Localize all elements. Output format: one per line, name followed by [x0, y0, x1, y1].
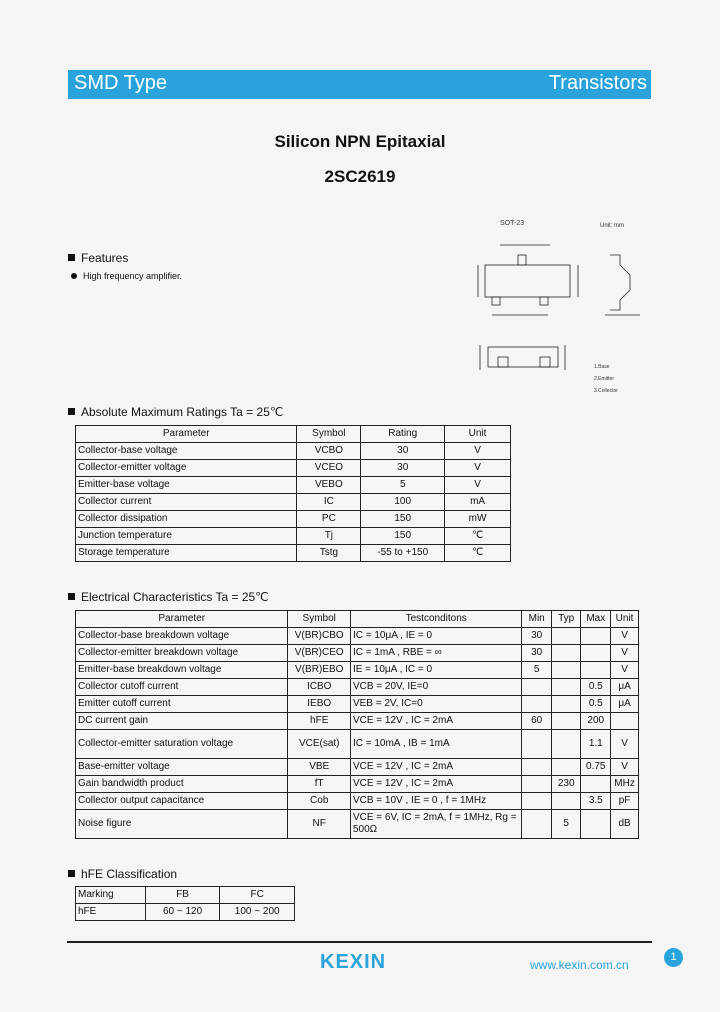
table-cell: [611, 713, 639, 730]
table-row: [76, 696, 639, 713]
table-row: [76, 776, 639, 793]
table-cell: V: [611, 730, 639, 759]
square-bullet-icon: [68, 593, 75, 600]
hfe-heading: hFE Classification: [68, 867, 177, 881]
package-unit: Unit: mm: [600, 223, 624, 229]
table-cell: VCB = 20V, IE=0: [350, 679, 522, 696]
table-row: [76, 511, 511, 528]
column-header: Unit: [445, 426, 511, 443]
table-cell: V: [445, 460, 511, 477]
table-cell: -55 to +150: [361, 545, 445, 562]
column-header: Symbol: [297, 426, 361, 443]
table-cell: PC: [297, 511, 361, 528]
pin-label: 2.Emitter: [594, 376, 615, 382]
table-cell: 30: [522, 645, 551, 662]
table-cell: [522, 679, 551, 696]
table-cell: [551, 679, 581, 696]
table-cell: 230: [551, 776, 581, 793]
square-bullet-icon: [68, 870, 75, 877]
footer-url[interactable]: www.kexin.com.cn: [530, 958, 629, 972]
pin-label: 1.Base: [594, 364, 610, 370]
table-cell: 5: [551, 810, 581, 839]
table-cell: IEBO: [288, 696, 350, 713]
table-cell: ℃: [445, 528, 511, 545]
table-row: [76, 713, 639, 730]
table-cell: μA: [611, 679, 639, 696]
table-cell: ICBO: [288, 679, 350, 696]
table-cell: Base-emitter voltage: [76, 759, 288, 776]
table-cell: MHz: [611, 776, 639, 793]
table-cell: V: [611, 662, 639, 679]
table-cell: Tj: [297, 528, 361, 545]
table-cell: VEBO: [297, 477, 361, 494]
table-row: [76, 730, 639, 759]
table-cell: 30: [361, 443, 445, 460]
table-row: [76, 810, 639, 839]
table-cell: pF: [611, 793, 639, 810]
table-cell: 30: [361, 460, 445, 477]
table-cell: Noise figure: [76, 810, 288, 839]
table-cell: Tstg: [297, 545, 361, 562]
table-cell: 0.5: [581, 679, 611, 696]
table-cell: [522, 759, 551, 776]
table-cell: [581, 628, 611, 645]
table-cell: IC = 1mA , RBE = ∞: [350, 645, 522, 662]
table-cell: Collector current: [76, 494, 297, 511]
table-cell: IC: [297, 494, 361, 511]
table-cell: [551, 645, 581, 662]
table-cell: Junction temperature: [76, 528, 297, 545]
page-number: 1: [664, 948, 683, 967]
table-row: [76, 793, 639, 810]
electrical-heading: Electrical Characteristics Ta = 25℃: [68, 590, 269, 604]
table-cell: V: [445, 477, 511, 494]
square-bullet-icon: [68, 408, 75, 415]
table-cell: 5: [361, 477, 445, 494]
table-row: [76, 887, 295, 904]
table-row: [76, 904, 295, 921]
part-number: 2SC2619: [324, 167, 396, 186]
table-cell: Emitter cutoff current: [76, 696, 288, 713]
round-bullet-icon: [71, 273, 77, 279]
column-header: Parameter: [76, 426, 297, 443]
table-cell: 60: [522, 713, 551, 730]
table-row: [76, 628, 639, 645]
table-cell: [522, 696, 551, 713]
table-cell: [551, 696, 581, 713]
column-header: Testconditons: [350, 611, 522, 628]
table-cell: [551, 713, 581, 730]
electrical-table: [75, 610, 639, 839]
header-right: Transistors: [548, 72, 647, 94]
table-cell: dB: [611, 810, 639, 839]
table-cell: Gain bandwidth product: [76, 776, 288, 793]
table-cell: 100 ~ 200: [220, 904, 295, 921]
column-header: Min: [522, 611, 551, 628]
column-header: Max: [581, 611, 611, 628]
table-cell: 150: [361, 528, 445, 545]
table-row: [76, 662, 639, 679]
table-cell: 60 ~ 120: [145, 904, 220, 921]
table-cell: hFE: [288, 713, 350, 730]
table-cell: Marking: [76, 887, 146, 904]
column-header: Typ: [551, 611, 581, 628]
ratings-heading: Absolute Maximum Ratings Ta = 25℃: [68, 405, 283, 419]
table-cell: mA: [445, 494, 511, 511]
table-cell: 1.1: [581, 730, 611, 759]
table-row: [76, 679, 639, 696]
table-cell: 0.5: [581, 696, 611, 713]
table-cell: Collector-emitter voltage: [76, 460, 297, 477]
table-cell: IC = 10μA , IE = 0: [350, 628, 522, 645]
table-cell: VEB = 2V, IC=0: [350, 696, 522, 713]
table-cell: VCE = 12V , IC = 2mA: [350, 713, 522, 730]
header-left: SMD Type: [74, 72, 167, 94]
column-header: Parameter: [76, 611, 288, 628]
square-bullet-icon: [68, 254, 75, 261]
feature-item: High frequency amplifier.: [71, 271, 182, 281]
table-cell: Emitter-base voltage: [76, 477, 297, 494]
table-cell: V: [611, 628, 639, 645]
table-cell: fT: [288, 776, 350, 793]
table-cell: Storage temperature: [76, 545, 297, 562]
table-cell: [581, 662, 611, 679]
table-cell: FB: [145, 887, 220, 904]
table-cell: VCBO: [297, 443, 361, 460]
table-row: [76, 545, 511, 562]
table-cell: [522, 793, 551, 810]
table-cell: FC: [220, 887, 295, 904]
table-cell: [551, 759, 581, 776]
table-cell: [522, 810, 551, 839]
hfe-table: [75, 886, 295, 921]
table-cell: Collector-emitter breakdown voltage: [76, 645, 288, 662]
table-cell: 30: [522, 628, 551, 645]
table-cell: [551, 662, 581, 679]
ratings-table: [75, 425, 511, 562]
table-cell: Cob: [288, 793, 350, 810]
table-cell: V: [611, 759, 639, 776]
table-cell: V(BR)EBO: [288, 662, 350, 679]
table-row: [76, 759, 639, 776]
table-cell: Collector-base breakdown voltage: [76, 628, 288, 645]
table-cell: V: [445, 443, 511, 460]
table-cell: [581, 645, 611, 662]
table-row: [76, 477, 511, 494]
table-cell: Collector cutoff current: [76, 679, 288, 696]
table-cell: 100: [361, 494, 445, 511]
table-cell: [581, 810, 611, 839]
table-cell: VCE = 6V, IC = 2mA, f = 1MHz, Rg = 500Ω: [350, 810, 522, 839]
column-header: Rating: [361, 426, 445, 443]
table-row: [76, 494, 511, 511]
table-cell: 3.5: [581, 793, 611, 810]
table-cell: [551, 730, 581, 759]
table-cell: μA: [611, 696, 639, 713]
table-cell: [551, 793, 581, 810]
table-cell: V(BR)CBO: [288, 628, 350, 645]
table-cell: 5: [522, 662, 551, 679]
table-cell: V: [611, 645, 639, 662]
table-cell: mW: [445, 511, 511, 528]
table-cell: [522, 776, 551, 793]
table-cell: VCB = 10V , IE = 0 , f = 1MHz: [350, 793, 522, 810]
table-cell: 150: [361, 511, 445, 528]
table-cell: [522, 730, 551, 759]
table-cell: 200: [581, 713, 611, 730]
package-outline-drawing: [470, 215, 650, 405]
package-name: SOT-23: [500, 220, 525, 227]
table-cell: ℃: [445, 545, 511, 562]
table-cell: Collector output capacitance: [76, 793, 288, 810]
table-cell: Collector-base voltage: [76, 443, 297, 460]
pin-label: 3.Collector: [594, 388, 618, 394]
table-cell: IE = 10μA , IC = 0: [350, 662, 522, 679]
page-title: Silicon NPN Epitaxial: [274, 132, 446, 151]
table-row: [76, 645, 639, 662]
table-cell: Collector-emitter saturation voltage: [76, 730, 288, 759]
column-header: Symbol: [288, 611, 350, 628]
table-cell: NF: [288, 810, 350, 839]
table-cell: VCE(sat): [288, 730, 350, 759]
table-cell: 0.75: [581, 759, 611, 776]
table-cell: VCE = 12V , IC = 2mA: [350, 776, 522, 793]
column-header: Unit: [611, 611, 639, 628]
table-cell: VCE = 12V , IC = 2mA: [350, 759, 522, 776]
table-cell: Emitter-base breakdown voltage: [76, 662, 288, 679]
table-cell: [581, 776, 611, 793]
table-cell: [551, 628, 581, 645]
table-row: [76, 528, 511, 545]
kexin-logo: KEXIN: [320, 951, 387, 973]
table-cell: IC = 10mA , IB = 1mA: [350, 730, 522, 759]
table-row: [76, 443, 511, 460]
table-cell: VCEO: [297, 460, 361, 477]
table-cell: DC current gain: [76, 713, 288, 730]
header-bar: [68, 70, 651, 99]
table-cell: hFE: [76, 904, 146, 921]
table-cell: V(BR)CEO: [288, 645, 350, 662]
footer-divider: [67, 941, 652, 943]
table-cell: Collector dissipation: [76, 511, 297, 528]
table-row: [76, 460, 511, 477]
features-heading: Features: [68, 251, 128, 265]
table-cell: VBE: [288, 759, 350, 776]
